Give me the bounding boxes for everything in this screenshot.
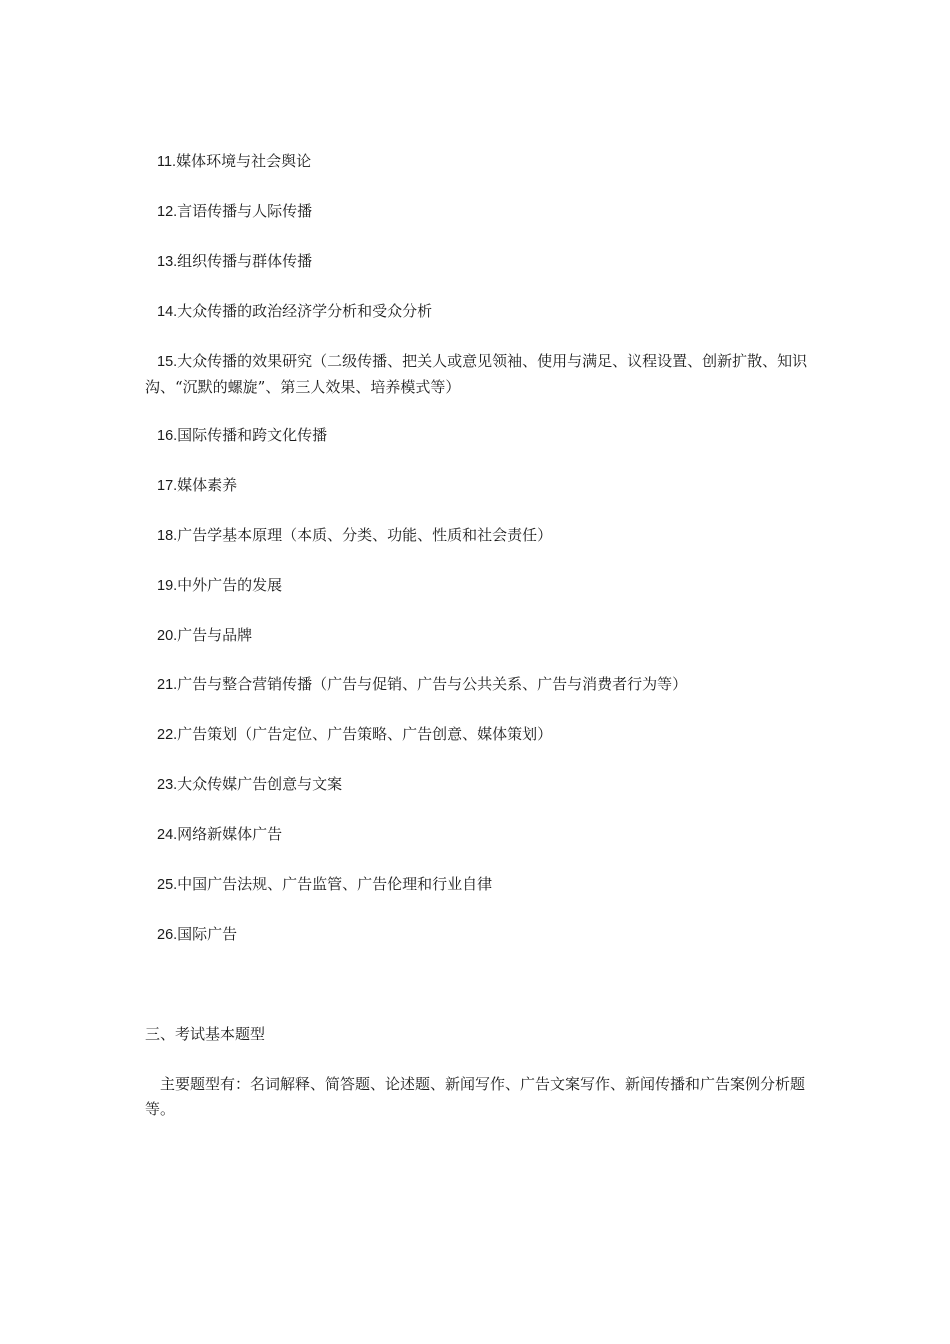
item-number: 22. xyxy=(157,727,178,743)
section-heading: 三、考试基本题型 xyxy=(145,1025,266,1043)
item-text: 媒体环境与社会舆论 xyxy=(176,152,312,170)
list-item xyxy=(157,623,252,649)
list-item xyxy=(157,199,312,225)
item-text: 中外广告的发展 xyxy=(177,576,283,594)
list-item xyxy=(157,249,312,275)
item-text: 大众传媒广告创意与文案 xyxy=(177,775,343,793)
item-number: 17. xyxy=(157,478,178,494)
item-text: 网络新媒体广告 xyxy=(177,825,283,843)
item-number: 21. xyxy=(157,677,178,693)
item-number: 12. xyxy=(157,204,178,220)
item-number: 19. xyxy=(157,578,178,594)
item-number: 18. xyxy=(157,528,178,544)
item-text: 国际传播和跨文化传播 xyxy=(177,426,328,444)
list-item xyxy=(157,722,552,748)
list-item xyxy=(157,772,342,798)
list-item xyxy=(157,299,432,325)
item-number: 26. xyxy=(157,927,178,943)
list-item xyxy=(157,672,687,698)
item-number: 25. xyxy=(157,877,178,893)
list-item xyxy=(157,523,552,549)
item-number: 11. xyxy=(157,154,177,170)
item-text: 国际广告 xyxy=(177,925,238,943)
item-text: 广告学基本原理（本质、分类、功能、性质和社会责任） xyxy=(177,526,553,544)
item-text: 组织传播与群体传播 xyxy=(177,252,313,270)
item-text: 言语传播与人际传播 xyxy=(177,202,313,220)
item-text: 广告与品牌 xyxy=(177,626,253,644)
item-number: 15. xyxy=(157,354,178,370)
item-number: 14. xyxy=(157,304,178,320)
item-number: 13. xyxy=(157,254,178,270)
item-text: 媒体素养 xyxy=(177,476,238,494)
item-number: 16. xyxy=(157,428,178,444)
list-item xyxy=(157,872,492,898)
item-number: 20. xyxy=(157,628,178,644)
item-text: 中国广告法规、广告监管、广告伦理和行业自律 xyxy=(177,875,493,893)
list-item xyxy=(157,423,327,449)
list-item xyxy=(157,922,237,948)
item-text: 广告与整合营销传播（广告与促销、广告与公共关系、广告与消费者行为等） xyxy=(177,675,688,693)
item-text: 广告策划（广告定位、广告策略、广告创意、媒体策划） xyxy=(177,725,553,743)
list-item xyxy=(157,473,237,499)
item-text: 大众传播的政治经济学分析和受众分析 xyxy=(177,302,433,320)
list-item xyxy=(157,573,282,599)
item-number: 24. xyxy=(157,827,178,843)
section-paragraph: 主要题型有：名词解释、简答题、论述题、新闻写作、广告文案写作、新闻传播和广告案例分析题等。 xyxy=(145,1075,806,1118)
item-number: 23. xyxy=(157,777,178,793)
list-item xyxy=(145,349,817,400)
list-item xyxy=(157,149,311,175)
list-item xyxy=(157,822,282,848)
item-text: 大众传播的效果研究（二级传播、把关人或意见领袖、使用与满足、议程设置、创新扩散、知识沟、“沉默的螺旋”、第三人效果、培养模式等） xyxy=(145,352,808,396)
